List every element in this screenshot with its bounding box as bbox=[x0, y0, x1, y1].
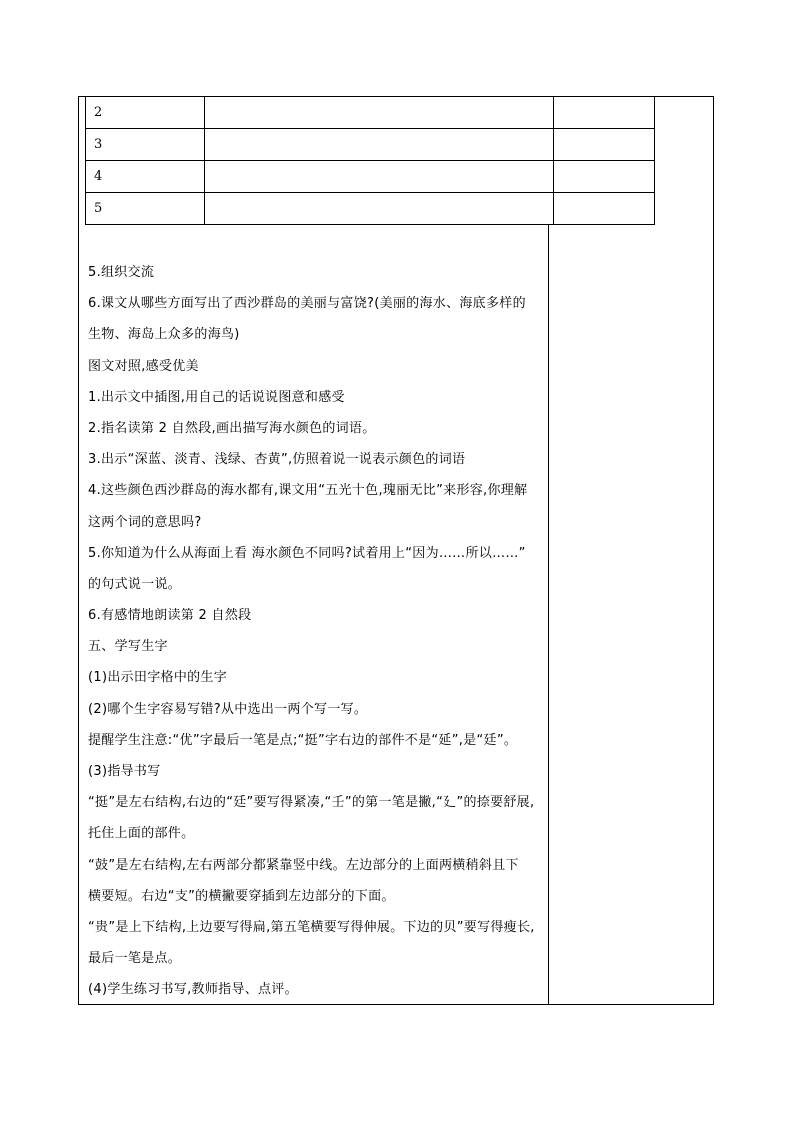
text-line: 生物、海岛上众多的海鸟) bbox=[88, 327, 240, 343]
column-divider bbox=[548, 224, 549, 1004]
row-number: 3 bbox=[86, 129, 205, 161]
text-line: 2.指名读第 2 自然段,画出描写海水颜色的词语。 bbox=[88, 420, 376, 436]
text-line: (3)指导书写 bbox=[88, 764, 161, 779]
table-row bbox=[86, 193, 655, 225]
text-line: 1.出示文中插图,用自己的话说说图意和感受 bbox=[88, 389, 345, 405]
row-right bbox=[553, 161, 654, 193]
row-content bbox=[205, 97, 553, 129]
table-row bbox=[86, 161, 655, 193]
text-line: 托住上面的部件。 bbox=[88, 826, 195, 842]
text-line: 6.有感情地朗读第 2 自然段 bbox=[88, 608, 252, 624]
text-line: 6.课文从哪些方面写出了西沙群岛的美丽与富饶?(美丽的海水、海底多样的 bbox=[88, 296, 526, 312]
text-line: 图文对照,感受优美 bbox=[88, 358, 199, 374]
text-line: 五、学写生字 bbox=[88, 639, 168, 655]
row-right bbox=[553, 97, 654, 129]
table-row bbox=[86, 97, 655, 129]
row-right bbox=[553, 193, 654, 225]
text-line: “挺”是左右结构,右边的“廷”要写得紧凑,“壬”的第一笔是撇,“廴”的捺要舒展, bbox=[88, 795, 535, 811]
text-line: 4.这些颜色西沙群岛的海水都有,课文用“五光十色,瑰丽无比”来形容,你理解 bbox=[88, 483, 528, 499]
text-line: “贵”是上下结构,上边要写得扁,第五笔横要写得伸展。下边的贝”要写得瘦长, bbox=[88, 919, 535, 935]
text-line: 5.你知道为什么从海面上看 海水颜色不同吗?试着用上“因为……所以……” bbox=[88, 545, 526, 561]
row-content bbox=[205, 193, 553, 225]
row-content bbox=[205, 161, 553, 193]
lesson-text bbox=[88, 257, 544, 1006]
numbered-table bbox=[85, 96, 655, 225]
row-right bbox=[553, 129, 654, 161]
text-line: 提醒学生注意:“优”字最后一笔是点;“挺”字右边的部件不是“延”,是“廷”。 bbox=[88, 732, 518, 748]
text-line: “鼓”是左右结构,左右两部分都紧靠竖中线。左边部分的上面两横稍斜且下 bbox=[88, 857, 519, 873]
text-line: 的句式说一说。 bbox=[88, 576, 182, 592]
text-line: 横要短。右边“支”的横撇要穿插到左边部分的下面。 bbox=[88, 888, 395, 904]
text-line: (2)哪个生字容易写错?从中选出一两个写一写。 bbox=[88, 701, 368, 717]
text-line: 3.出示“深蓝、淡青、浅绿、杏黄”,仿照着说一说表示颜色的词语 bbox=[88, 452, 466, 468]
text-line: (1)出示田字格中的生字 bbox=[88, 670, 228, 686]
text-line: 5.组织交流 bbox=[88, 265, 155, 280]
row-number: 2 bbox=[86, 97, 205, 129]
text-line: 这两个词的意思吗? bbox=[88, 514, 202, 530]
row-number: 4 bbox=[86, 161, 205, 193]
text-line: 最后一笔是点。 bbox=[88, 951, 182, 967]
text-line: (4)学生练习书写,教师指导、点评。 bbox=[88, 982, 298, 998]
row-number: 5 bbox=[86, 193, 205, 225]
table-row bbox=[86, 129, 655, 161]
row-content bbox=[205, 129, 553, 161]
